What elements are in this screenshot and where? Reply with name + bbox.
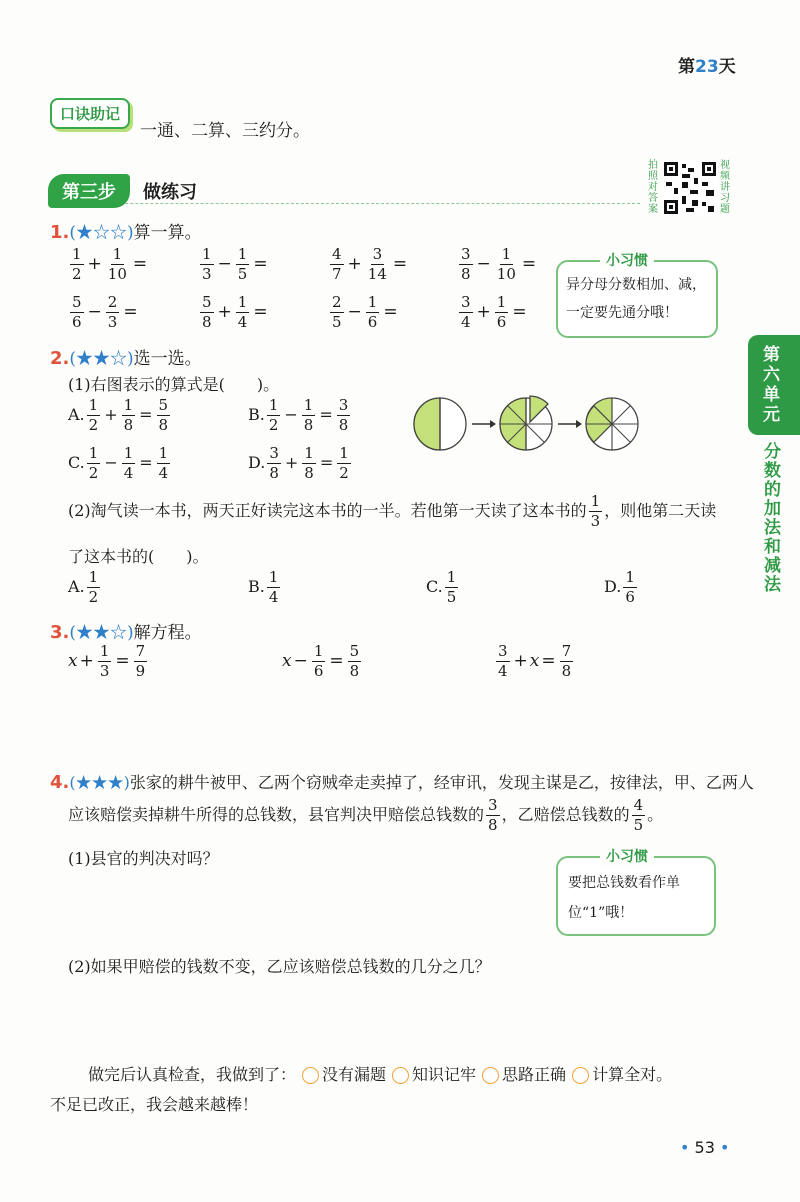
day-suffix: 天 [718, 57, 736, 77]
unit-tab [748, 335, 800, 595]
habit-text-1a: 异分母分数相加、减， [566, 277, 706, 293]
q2-option-d: D. $\frac{3}{8}$ + $\frac{1}{8}$ = $\frac{1}{2}$ [248, 444, 349, 482]
q1-number: 1. [50, 222, 70, 243]
qr-code-icon [662, 160, 718, 216]
q3-equation-3: $\frac{3}{4}$ + x = $\frac{7}{8}$ [498, 642, 572, 680]
q1-expr-1: $\frac{1}{2}$ + $\frac{1}{10}$ = [72, 245, 148, 283]
q1-expr-2: $\frac{1}{3}$ − $\frac{1}{5}$ = [202, 245, 268, 283]
q2-p2-option-d: D. $\frac{1}{6}$ [604, 568, 635, 606]
q3-number: 3. [50, 622, 70, 643]
q2-part1-question: (1)右图表示的算式是( )。 [68, 375, 280, 394]
smile-icon [482, 1067, 499, 1084]
topic-label: 分数的加法和减法 [764, 442, 781, 595]
q4-stars: (★★★) [69, 773, 130, 792]
q2-part2-line2: 了这本书的( )。 [68, 547, 209, 566]
q1-expr-6: $\frac{5}{8}$ + $\frac{1}{4}$ = [202, 293, 268, 331]
day-number: 23 [695, 57, 719, 77]
q2-option-b: B. $\frac{1}{2}$ − $\frac{1}{8}$ = $\frac{3}{8}$ [248, 396, 349, 434]
habit-box-2 [556, 856, 716, 936]
q1-expr-5: $\frac{5}{6}$ − $\frac{2}{3}$ = [72, 293, 138, 331]
q1-expr-7: $\frac{2}{5}$ − $\frac{1}{6}$ = [332, 293, 398, 331]
day-prefix: 第 [678, 57, 695, 77]
q2-p2-option-b: B. $\frac{1}{4}$ [248, 568, 279, 606]
smile-icon [572, 1067, 589, 1084]
fraction-circles-diagram [410, 392, 640, 456]
q3-header [50, 618, 202, 643]
smile-icon [392, 1067, 409, 1084]
habit-text-2a: 要把总钱数看作单 [568, 875, 680, 891]
self-check-closing: 不足已改正，我会越来越棒！ [50, 1095, 259, 1114]
q1-header [50, 218, 202, 243]
q3-equation-2: x − $\frac{1}{6}$ = $\frac{5}{8}$ [282, 642, 360, 680]
q3-stars: (★★☆) [69, 623, 134, 643]
day-header [678, 52, 736, 77]
habit-box-1 [556, 260, 718, 338]
q4-line2: 应该赔偿卖掉耕牛所得的总钱数，县官判决甲赔偿总钱数的 $\frac{3}{8}$ ，乙赔偿总钱数的 $\frac{4}{5}$ 。 [68, 796, 664, 834]
section-title: 做练习 [143, 182, 197, 203]
habit-title-1: 小习惯 [600, 250, 654, 270]
q4-part2: (2)如果甲赔偿的钱数不变，乙应该赔偿总钱数的几分之几？ [68, 957, 491, 976]
smile-icon [302, 1067, 319, 1084]
q1-expr-8: $\frac{3}{4}$ + $\frac{1}{6}$ = [461, 293, 527, 331]
habit-title-2: 小习惯 [600, 846, 654, 866]
q4-line1: 4.(★★★)张家的耕牛被甲、乙两个窃贼牵走卖掉了，经审讯，发现主谋是乙，按律法，甲、乙两人 [50, 772, 754, 793]
q2-option-c: C. $\frac{1}{2}$ − $\frac{1}{4}$ = $\frac{1}{4}$ [68, 444, 169, 482]
q1-expr-4: $\frac{3}{8}$ − $\frac{1}{10}$ = [461, 245, 537, 283]
q1-prompt: 算一算。 [133, 223, 202, 243]
page-number: • 53 • [680, 1138, 730, 1157]
q2-part2-line1: (2)淘气读一本书，两天正好读完这本书的一半。若他第一天读了这本书的 $\frac{1}{3}$ ，则他第二天读 [68, 492, 717, 530]
q2-stars: (★★☆) [69, 349, 134, 369]
q2-header [50, 344, 202, 369]
q2-option-a: A. $\frac{1}{2}$ + $\frac{1}{8}$ = $\frac{5}{8}$ [68, 396, 169, 434]
q3-equation-1: x + $\frac{1}{3}$ = $\frac{7}{9}$ [68, 642, 146, 680]
q1-expr-3: $\frac{4}{7}$ + $\frac{3}{14}$ = [332, 245, 408, 283]
qr-caption-right: 视频讲习题 [720, 160, 730, 215]
q4-part1: (1)县官的判决对吗？ [68, 849, 219, 868]
section-underline [50, 203, 640, 204]
q2-p2-option-a: A. $\frac{1}{2}$ [68, 568, 99, 606]
mnemonic-text: 一通、二算、三约分。 [140, 121, 310, 141]
habit-text-2b: 位“1”哦！ [568, 905, 634, 921]
q3-prompt: 解方程。 [133, 623, 202, 643]
step-badge: 第三步 [48, 174, 130, 208]
mnemonic-badge: 口诀助记 [50, 98, 130, 129]
q4-number: 4. [50, 772, 70, 793]
habit-text-1b: 一定要先通分哦！ [566, 305, 678, 321]
q2-prompt: 选一选。 [133, 349, 202, 369]
qr-caption-left: 拍照对答案 [648, 160, 658, 215]
q1-stars: (★☆☆) [69, 223, 134, 243]
unit-label: 第六单元 [748, 335, 800, 435]
self-check-line: 做完后认真检查，我做到了： 没有漏题 知识记牢 思路正确 计算全对。 [88, 1065, 673, 1084]
q2-p2-option-c: C. $\frac{1}{5}$ [426, 568, 457, 606]
q2-number: 2. [50, 348, 70, 369]
